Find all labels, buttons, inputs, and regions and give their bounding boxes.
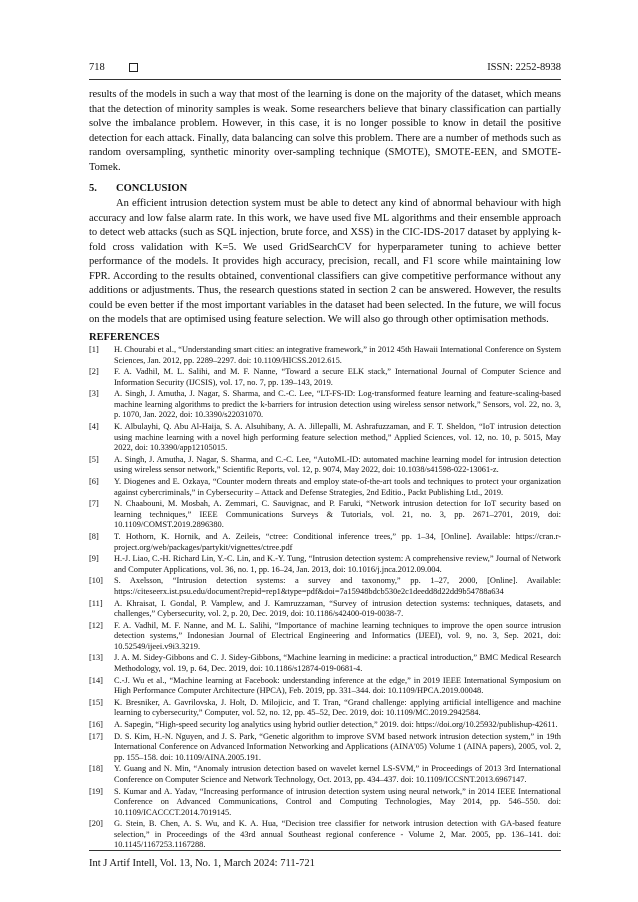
reference-item <box>89 653 561 674</box>
page-number: 718 <box>89 62 105 73</box>
intro-paragraph: results of the models in such a way that most of the learning is done on the majority of the dataset, which means that the detection of minority samples is weak. Some researchers believe that binary classification can partially solve the imbalance problem. However, in this case, it is no longer possible to know in detail the positive detection for each attack. Finally, data balancing can solve this problem. There are a number of methods such as random oversampling, synthetic minority over-sampling technique (SMOTE), SMOTE-EEN, and SMOTE-Tomek. <box>89 89 561 173</box>
reference-text: J. A. M. Sidey-Gibbons and C. J. Sidey-Gibbons, “Machine learning in medicine: a practical introduction,” BMC Medical Research Methodology, vol. 19, p. 64, Dec. 2019, doi: 10.1186/s12874-019-0681-4. <box>114 653 561 673</box>
reference-number: [12] <box>89 620 103 630</box>
reference-text: S. Kumar and A. Yadav, “Increasing performance of intrusion detection system using neural network,” in 2014 IEEE International Conference on Advanced Communications, Control and Computing Technologies, May 2014, pp. 546–550. doi: 10.1109/ICACCCT.2014.7019145. <box>114 786 561 817</box>
reference-number: [3] <box>89 389 99 399</box>
reference-item <box>89 532 561 553</box>
references-list <box>89 345 561 852</box>
conclusion-paragraph: An efficient intrusion detection system must be able to detect any kind of abnormal behaviour with high accuracy and low false alarm rate. In this work, we have used five ML algorithms and their ensemble approach to detect web attacks (such as SQL injection, brute force, and XSS) in the CIC-IDS-2017 dataset by applying k-fold cross validation with K=5. We used GridSearchCV for hyperparameter tuning to achieve better performance of the models. It provides high accuracy, precision, recall, and F1 score while maintaining low FPR. According to the results obtained, conventional classifiers can give competitive performance without any additions or adjustments. Thus, the research questions stated in section 2 can be answered. However, the results could be even better if the most important variables in the dataset had been selected. In the future, we will focus on the models that are optimised using feature selection. We will also go through other optimisation methods. <box>89 198 561 325</box>
reference-item <box>89 477 561 498</box>
reference-number: [9] <box>89 554 99 564</box>
reference-text: G. Stein, B. Chen, A. S. Wu, and K. A. Hua, “Decision tree classifier for network intrusion detection with GA-based feature selection,” in Proceedings of the 43rd annual Southeast regional conference - Volume 2, Mar. 2005, pp. 136–141. doi: 10.1145/1167253.1167288. <box>114 819 561 850</box>
reference-text: Y. Guang and N. Min, “Anomaly intrusion detection based on wavelet kernel LS-SVM,” in Proceedings of 2013 3rd International Conference on Computer Science and Network Technology, Oct. 2013, pp. 434–437. doi: 10.1109/ICCSNT.2013.6967147. <box>114 764 561 784</box>
square-icon <box>129 63 138 72</box>
reference-number: [11] <box>89 598 103 608</box>
header-divider <box>89 79 561 80</box>
reference-text: C.-J. Wu et al., “Machine learning at Facebook: understanding inference at the edge,” in 2019 IEEE International Symposium on High Performance Computer Architecture (HPCA), Feb. 2019, pp. 331–344. doi: 10.1109/HPCA.2019.00048. <box>114 675 561 696</box>
reference-item <box>89 621 561 653</box>
reference-text: A. Sapegin, “High-speed security log analytics using hybrid outlier detection,” 2019. doi: https://doi.org/10.25932/publishup-42611. <box>114 720 558 729</box>
reference-number: [13] <box>89 653 103 663</box>
reference-text: H. Chourabi et al., “Understanding smart cities: an integrative framework,” in 2012 45th Hawaii International Conference on System Sciences, Jan. 2012, pp. 2289–2297. doi: 10.1109/HICSS.2012.615. <box>114 345 561 365</box>
reference-number: [1] <box>89 345 99 354</box>
reference-item <box>89 819 561 851</box>
reference-item <box>89 576 561 597</box>
reference-number: [7] <box>89 499 99 509</box>
reference-number: [5] <box>89 454 99 464</box>
reference-text: A. Khraisat, I. Gondal, P. Vamplew, and J. Kamruzzaman, “Survey of intrusion detection systems: techniques, datasets, and challenges,” Cybersecurity, vol. 2, p. 20, Dec. 2019, doi: 10.1186/s42400-019-0038-7. <box>114 598 561 619</box>
reference-number: [16] <box>89 720 103 729</box>
reference-text: D. S. Kim, H.-N. Nguyen, and J. S. Park, “Genetic algorithm to improve SVM based network intrusion detection system,” in 19th International Conference on Advanced Information Networking and Applications (AINA'05) Volume 1 (AINA papers), 2005, vol. 2, pp. 155–158. doi: 10.1109/AINA.2005.191. <box>114 731 561 762</box>
references-heading: REFERENCES <box>89 332 160 343</box>
reference-item <box>89 676 561 697</box>
section-number: 5. <box>89 183 97 194</box>
conclusion-heading <box>89 183 187 194</box>
reference-number: [10] <box>89 576 103 586</box>
reference-item <box>89 455 561 476</box>
reference-number: [18] <box>89 764 103 774</box>
reference-number: [20] <box>89 819 103 829</box>
reference-text: S. Axelsson, “Intrusion detection systems: a survey and taxonomy,” pp. 1–27, 2000, [Online]. Available: https://citeseerx.ist.psu.edu/document?repid=rep1&type=pdf&doi=7a15948bdcb530e2c1deedd8d22dd9b54788a634 <box>114 576 561 596</box>
reference-item <box>89 499 561 531</box>
reference-number: [8] <box>89 531 99 541</box>
reference-item <box>89 787 561 819</box>
reference-text: N. Chaabouni, M. Mosbah, A. Zemmari, C. Sauvignac, and P. Faruki, “Network intrusion detection for IoT security based on learning techniques,” IEEE Communications Surveys & Tutorials, vol. 21, no. 3, pp. 2671–2701, 2019, doi: 10.1109/COMST.2019.2896380. <box>114 499 561 530</box>
reference-text: F. A. Vadhil, M. L. Salihi, and M. F. Nanne, “Toward a secure ELK stack,” International Journal of Computer Science and Information Security (IJCSIS), vol. 17, no. 7, pp. 139–143, 2019. <box>114 367 561 387</box>
footer-divider <box>89 850 561 851</box>
reference-item <box>89 554 561 575</box>
reference-item <box>89 732 561 764</box>
reference-item <box>89 764 561 785</box>
page-header <box>89 62 561 80</box>
reference-number: [6] <box>89 477 99 487</box>
reference-text: K. Bresniker, A. Gavrilovska, J. Holt, D. Milojicic, and T. Tran, “Grand challenge: applying artificial intelligence and machine learning to cybersecurity,” Computer, vol. 52, no. 12, pp. 45–52, Dec. 2019, doi: 10.1109/MC.2019.2942584. <box>114 697 561 718</box>
section-title: CONCLUSION <box>116 183 188 194</box>
reference-text: A. Singh, J. Amutha, J. Nagar, S. Sharma, and C.-C. Lee, “AutoML-ID: automated machine learning model for intrusion detection using wireless sensor network,” Scientific Reports, vol. 12, p. 9074, May 2022, doi: 10.1038/s41598-022-13061-z. <box>114 454 561 475</box>
reference-text: A. Singh, J. Amutha, J. Nagar, S. Sharma, and C.-C. Lee, “LT-FS-ID: Log-transformed feature learning and feature-scaling-based machine learning algorithms to predict the k-barriers for intrusion detection using wireless sensor network,” Sensors, vol. 22, no. 3, p. 1070, Jan. 2022, doi: 10.3390/s22031070. <box>114 389 561 420</box>
reference-number: [2] <box>89 367 99 377</box>
reference-text: Y. Diogenes and E. Ozkaya, “Counter modern threats and employ state-of-the-art tools and techniques to protect your organization against cybercriminals,” in Cybersecurity – Attack and Defense Strategies, 2nd Editio., Packt Publishing Ltd., 2019. <box>114 477 561 497</box>
reference-number: [19] <box>89 786 103 796</box>
page-footer: Int J Artif Intell, Vol. 13, No. 1, March 2024: 711-721 <box>89 858 315 869</box>
issn-label: ISSN: 2252-8938 <box>487 62 561 73</box>
reference-item <box>89 422 561 454</box>
reference-text: H.-J. Liao, C.-H. Richard Lin, Y.-C. Lin, and K.-Y. Tung, “Intrusion detection system: A comprehensive review,” Journal of Network and Computer Applications, vol. 36, no. 1, pp. 16–24, Jan. 2013, doi: 10.1016/j.jnca.2012.09.004. <box>114 554 561 574</box>
reference-number: [4] <box>89 422 99 432</box>
reference-item <box>89 698 561 719</box>
reference-item <box>89 599 561 620</box>
reference-number: [14] <box>89 675 103 685</box>
reference-item <box>89 367 561 388</box>
reference-item <box>89 389 561 421</box>
reference-number: [15] <box>89 697 103 707</box>
reference-text: K. Albulayhi, Q. Abu Al-Haija, S. A. Alsuhibany, A. A. Jillepalli, M. Ashrafuzzaman, and F. T. Sheldon, “IoT intrusion detection using machine learning with a novel high performing feature selection method,” Applied Sciences, vol. 12, no. 10, p. 5015, May 2022, doi: 10.3390/app12105015. <box>114 422 561 453</box>
reference-number: [17] <box>89 731 103 741</box>
reference-item <box>89 720 561 731</box>
reference-text: F. A. Vadhil, M. F. Nanne, and M. L. Salihi, “Importance of machine learning techniques to improve the open source intrusion detection systems,” Indonesian Journal of Electrical Engineering and Informatics (IJEEI), vol. 9, no. 3, Sep. 2021, doi: 10.52549/ijeei.v9i3.3219. <box>114 620 561 651</box>
reference-text: T. Hothorn, K. Hornik, and A. Zeileis, “ctree: Conditional inference trees,” pp. 1–34, [Online]. Available: https://cran.r-project.org/web/packages/partykit/vignettes/ctree.pdf <box>114 531 561 552</box>
reference-item <box>89 345 561 366</box>
